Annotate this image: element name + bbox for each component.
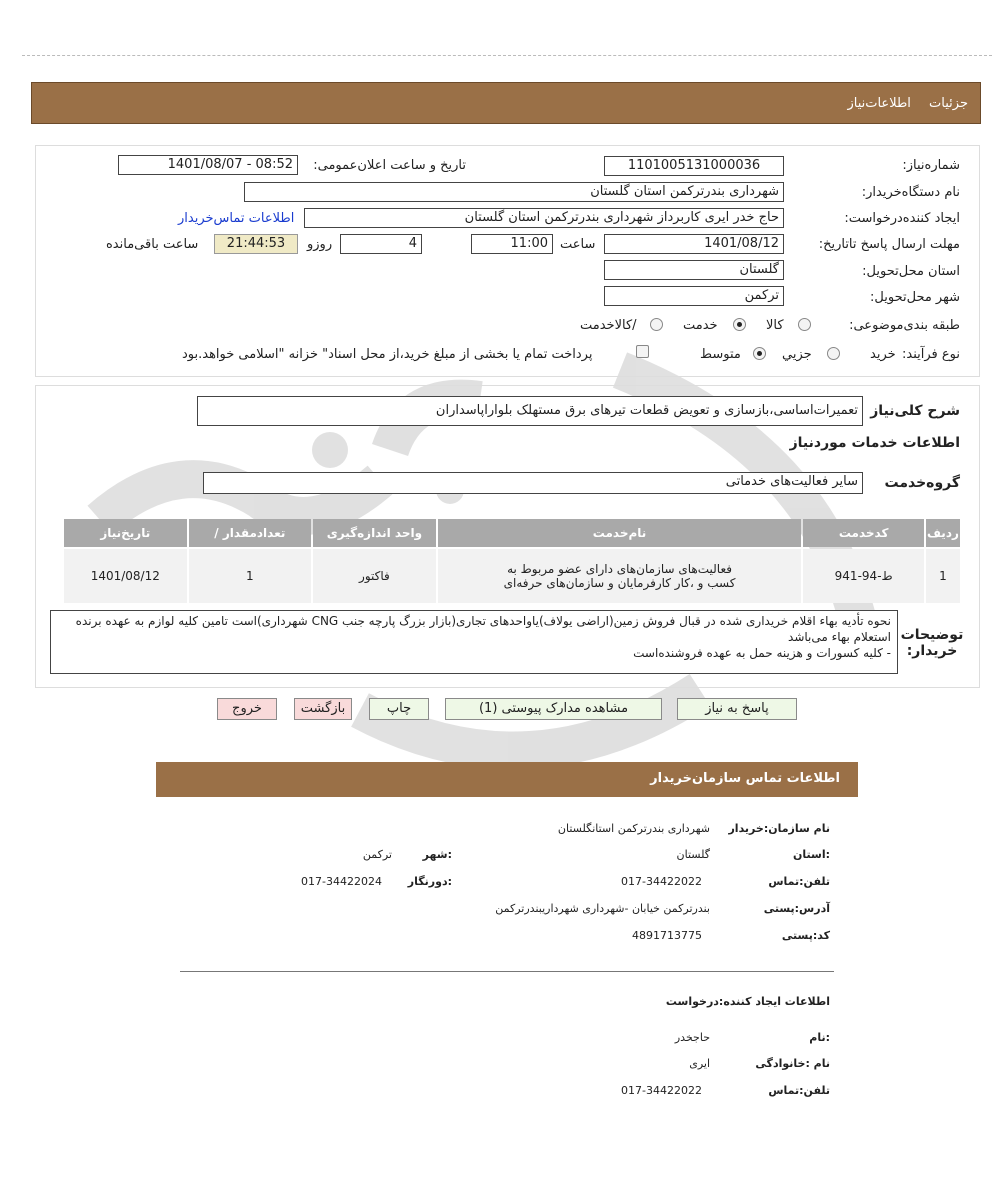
col-row: ردیف	[926, 519, 960, 547]
need-number-field: 1101005131000036	[604, 156, 784, 176]
reply-button[interactable]: پاسخ به نیاز	[677, 698, 797, 720]
announce-datetime-field: 1401/08/07 - 08:52	[118, 155, 298, 175]
cell-row: 1	[926, 549, 960, 603]
deadline-time-label: ساعت	[560, 237, 596, 252]
back-button[interactable]: بازگشت	[294, 698, 352, 720]
process-medium-label: متوسط	[700, 347, 741, 362]
creator-label: ایجاد کننده‌درخواست:	[844, 211, 960, 226]
phone-label: تلفن:تماس	[768, 875, 830, 888]
city-info-label: :شهر	[422, 848, 452, 861]
creator-name-value: حاجخدر	[674, 1031, 710, 1044]
fax-value: 017-34422024	[301, 875, 382, 888]
print-button[interactable]: چاپ	[369, 698, 429, 720]
creator-family-label: نام :خانوادگی	[755, 1057, 830, 1070]
buyer-contact-link[interactable]: اطلاعات تماس‌خریدار	[178, 211, 295, 226]
creator-info-title: اطلاعات ایجاد کننده:درخواست	[665, 995, 830, 1008]
col-need-date: تاریخ‌نیاز	[64, 519, 187, 547]
service-group-label: گروه‌خدمت	[884, 475, 960, 491]
days-label: روزو	[307, 237, 333, 252]
buyer-notes-line-1: نحوه تأدیه بهاء اقلام خریداری شده در قبال فروش زمین(اراضی یولاف)یاواحدهای تجاری(بازار بزرگ پارچه جنب CNG شهرداری)است تامین کلیه لوازم به عهده برنده استعلام بهاء می‌باشد	[75, 614, 891, 644]
province-info-label: :استان	[793, 848, 830, 861]
process-partial-label: جزیي	[782, 347, 812, 362]
city-field: ترکمن	[604, 286, 784, 306]
announce-label: تاریخ و ساعت اعلان‌عمومی:	[313, 158, 466, 173]
remaining-timer: 21:44:53	[214, 234, 298, 254]
city-info-value: ترکمن	[362, 848, 392, 861]
category-both-radio[interactable]	[650, 318, 663, 331]
need-number-label: شماره‌نیاز:	[902, 158, 960, 173]
buyer-notes-line-2: - کلیه کسورات و هزینه حمل به عهده فروشنده‌است	[633, 646, 891, 660]
cell-quantity: 1	[189, 549, 312, 603]
creator-field: حاج خدر ایری کاربرداز شهرداری بندرترکمن استان گلستان	[304, 208, 784, 228]
treasury-payment-note: پرداخت تمام یا بخشی از مبلغ خرید،از محل اسناد" خزانه "اسلامی خواهد.بود	[182, 347, 593, 362]
province-info-value: گلستان	[676, 848, 710, 861]
deadline-date-field: 1401/08/12	[604, 234, 784, 254]
buyer-contact-header	[156, 762, 858, 797]
deadline-time-field: 11:00	[471, 234, 553, 254]
view-attachments-button[interactable]: مشاهده مدارک پیوستی (1)	[445, 698, 662, 720]
category-both-label: /کالاخدمت	[580, 318, 637, 333]
col-quantity: / تعدادمقدار	[189, 519, 312, 547]
summary-field: تعمیرات‌اساسی،بازسازی و تعویض قطعات تیرهای برق مستهلک بلواراپاسداران	[197, 396, 863, 426]
buyer-name-label: نام دستگاه‌خریدار:	[861, 185, 960, 200]
process-buy-label: خرید	[870, 347, 896, 362]
fax-label: :دورنگار	[407, 875, 452, 888]
category-goods-radio[interactable]	[798, 318, 811, 331]
col-service-name: نام‌خدمت	[438, 519, 802, 547]
remaining-label: ساعت باقی‌مانده	[106, 237, 199, 252]
treasury-payment-checkbox[interactable]	[636, 345, 649, 358]
category-goods-label: کالا	[766, 318, 784, 333]
col-service-code: کدخدمت	[803, 519, 924, 547]
category-service-radio[interactable]	[733, 318, 746, 331]
services-info-title: اطلاعات خدمات موردنیاز	[789, 435, 960, 451]
province-field: گلستان	[604, 260, 784, 280]
table-header-row	[64, 519, 960, 547]
postal-code-label: کد:پستی	[781, 929, 830, 942]
buyer-notes-box	[50, 610, 898, 674]
buyer-contact-title: اطلاعات تماس سازمان‌خریدار	[650, 771, 840, 786]
need-header-bar	[31, 82, 981, 124]
buyer-notes-label: توضیحات خریدار:	[900, 627, 964, 659]
org-name-value: شهرداری بندرترکمن استانگلستان	[557, 822, 710, 835]
postal-code-value: 4891713775	[632, 929, 702, 942]
days-field: 4	[340, 234, 422, 254]
service-group-field: سایر فعالیت‌های خدماتی	[203, 472, 863, 494]
tab-details[interactable]: جزئیات	[929, 96, 968, 111]
need-info-panel	[35, 145, 980, 377]
process-medium-radio[interactable]	[753, 347, 766, 360]
summary-label: شرح کلی‌نیاز	[870, 403, 960, 419]
cell-unit: فاکتور	[313, 549, 436, 603]
creator-name-label: :نام	[809, 1031, 830, 1044]
creator-phone-label: تلفن:تماس	[768, 1084, 830, 1097]
creator-phone-value: 017-34422022	[621, 1084, 702, 1097]
col-unit: واحد اندازه‌گیری	[313, 519, 436, 547]
cell-need-date: 1401/08/12	[64, 549, 187, 603]
cell-service-name: فعالیت‌های سازمان‌های دارای عضو مربوط به کسب و ،کار کارفرمایان و سازمان‌های حرفه‌ای	[438, 549, 802, 603]
cell-service-code: ط-94-941	[803, 549, 924, 603]
top-dashed-divider	[22, 55, 992, 56]
address-label: آدرس:پستی	[763, 902, 830, 915]
deadline-label: مهلت ارسال پاسخ تا‌تاریخ:	[818, 237, 960, 252]
address-value: بندرترکمن خیابان -شهرداری شهرداریبندرترکمن	[495, 902, 710, 915]
exit-button[interactable]: خروج	[217, 698, 277, 720]
creator-family-value: ایری	[689, 1057, 710, 1070]
org-name-label: نام سازمان:خریدار	[728, 822, 830, 835]
city-label: شهر محل‌تحویل:	[870, 290, 960, 305]
table-row	[64, 549, 960, 603]
category-label: طبقه بندی‌موضوعی:	[849, 318, 960, 333]
process-type-label: نوع فرآیند:	[902, 347, 960, 362]
items-table	[62, 517, 962, 605]
tab-need-info[interactable]: اطلاعات‌نیاز	[847, 96, 911, 111]
phone-value: 017-34422022	[621, 875, 702, 888]
contact-separator	[180, 971, 834, 972]
process-partial-radio[interactable]	[827, 347, 840, 360]
category-service-label: خدمت	[683, 318, 718, 333]
buyer-name-field: شهرداری بندرترکمن استان گلستان	[244, 182, 784, 202]
province-label: استان محل‌تحویل:	[862, 264, 960, 279]
